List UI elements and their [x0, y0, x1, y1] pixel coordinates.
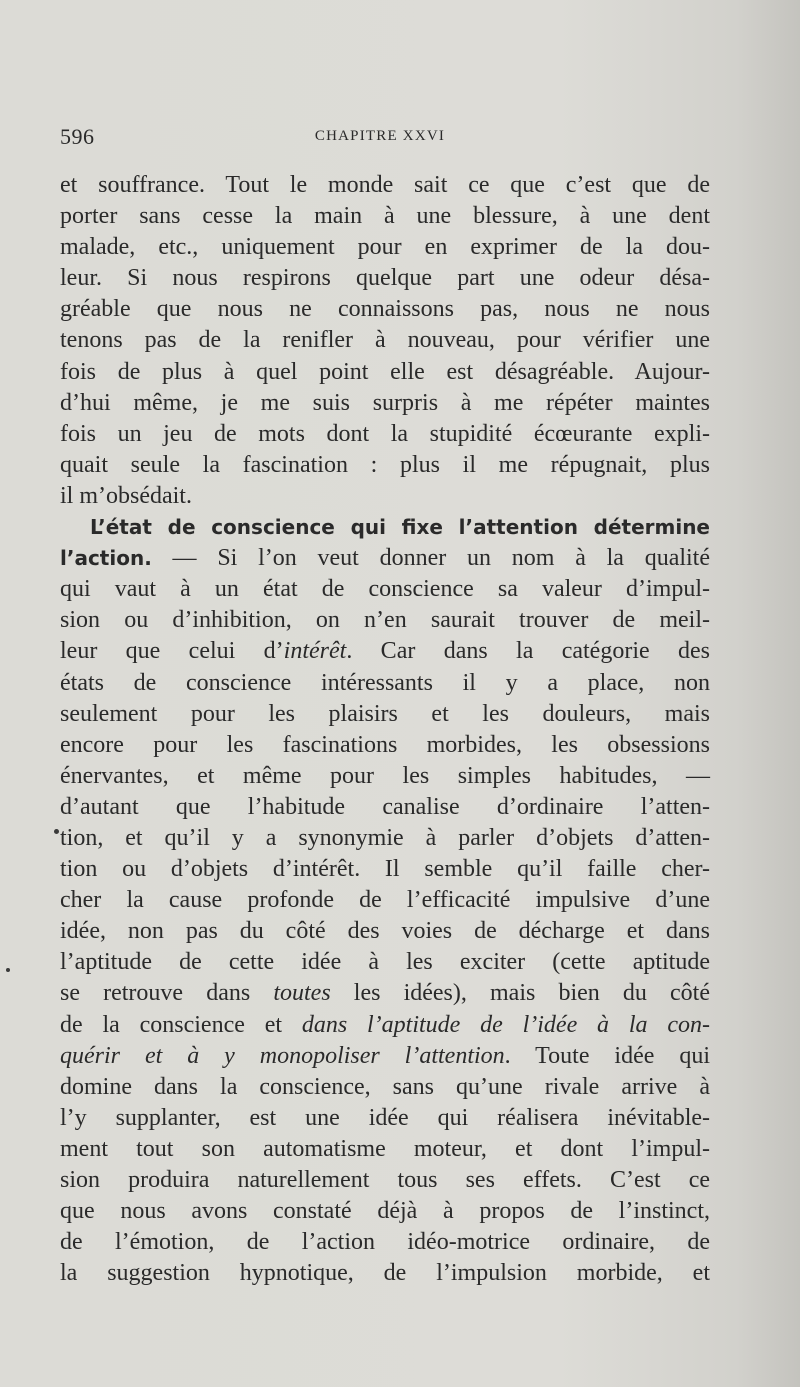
- emphasis: quérir et à y monopoliser l’attention: [60, 1042, 505, 1069]
- text-line: encore pour les fascinations morbides, les obsessions: [60, 731, 710, 758]
- text-line: seulement pour les plaisirs et les douleurs, mais: [60, 700, 710, 727]
- text-line: fois un jeu de mots dont la stupidité écœurante expli-: [60, 420, 710, 447]
- text-line: de la conscience et dans l’aptitude de l’idée à la con-: [60, 1011, 711, 1038]
- text-line: l’action. — Si l’on veut donner un nom à la qualité: [60, 545, 710, 572]
- text-line: d’hui même, je me suis surpris à me répéter maintes: [60, 389, 710, 416]
- text-line: tion ou d’objets d’intérêt. Il semble qu’il faille cher-: [60, 856, 710, 883]
- text-line: que nous avons constaté déjà à propos de l’instinct,: [60, 1198, 710, 1225]
- text-line: leur que celui d’intérêt. Car dans la catégorie des: [60, 638, 710, 665]
- emphasis: toutes: [273, 980, 331, 1007]
- margin-dot: [6, 968, 10, 972]
- text-line: l’aptitude de cette idée à les exciter (cette aptitude: [60, 949, 710, 976]
- text-line: énervantes, et même pour les simples habitudes, —: [60, 762, 710, 789]
- text-line: quait seule la fascination : plus il me répugnait, plus: [60, 451, 710, 478]
- text-line: de l’émotion, de l’action idéo-motrice ordinaire, de: [60, 1229, 710, 1256]
- section-heading-line: [60, 512, 710, 543]
- emphasis: dans l’aptitude de l’idée à la con-: [301, 1011, 711, 1038]
- chapter-title: CHAPITRE XXVI: [314, 128, 446, 144]
- text-line: quérir et à y monopoliser l’attention. Toute idée qui: [60, 1042, 710, 1069]
- text-line: qui vaut à un état de conscience sa valeur d’impul-: [60, 576, 710, 603]
- page-number: 596: [60, 124, 95, 149]
- text-line: se retrouve dans toutes les idées), mais bien du côté: [60, 980, 710, 1007]
- margin-dot: [54, 829, 59, 834]
- text-line: sion ou d’inhibition, on n’en saurait trouver de meil-: [60, 607, 710, 634]
- body-text: [60, 170, 710, 1289]
- running-head: [60, 124, 700, 160]
- text-line: tion, et qu’il y a synonymie à parler d’objets d’atten-: [60, 824, 710, 851]
- text-line: fois de plus à quel point elle est désagréable. Aujour-: [60, 358, 710, 385]
- section-heading: l’action.: [60, 546, 152, 571]
- text-line: porter sans cesse la main à une blessure, à une dent: [60, 203, 710, 230]
- emphasis: intérêt: [283, 638, 347, 665]
- text-line: domine dans la conscience, sans qu’une rivale arrive à: [60, 1073, 710, 1100]
- text-line: leur. Si nous respirons quelque part une odeur désa-: [60, 265, 710, 292]
- text-line: ment tout son automatisme moteur, et dont l’impul-: [60, 1135, 710, 1162]
- text-line: l’y supplanter, est une idée qui réalisera inévitable-: [60, 1104, 710, 1131]
- text-line: il m’obsédait.: [60, 482, 192, 509]
- text-line: états de conscience intéressants il y a place, non: [60, 669, 710, 696]
- text-line: et souffrance. Tout le monde sait ce que c’est que de: [60, 172, 710, 198]
- section-heading: L’état de conscience qui fixe l’attention détermine: [90, 515, 710, 540]
- text-line: d’autant que l’habitude canalise d’ordinaire l’atten-: [60, 793, 710, 820]
- text-line: sion produira naturellement tous ses effets. C’est ce: [60, 1167, 710, 1193]
- text-line: la suggestion hypnotique, de l’impulsion morbide, et: [60, 1260, 710, 1287]
- text-line: idée, non pas du côté des voies de décharge et dans: [60, 918, 710, 945]
- text-line: malade, etc., uniquement pour en exprimer de la dou-: [60, 234, 710, 261]
- text-line: cher la cause profonde de l’efficacité impulsive d’une: [60, 887, 710, 914]
- text-line: gréable que nous ne connaissons pas, nous ne nous: [60, 296, 710, 323]
- text-line: tenons pas de la renifler à nouveau, pour vérifier une: [60, 327, 710, 354]
